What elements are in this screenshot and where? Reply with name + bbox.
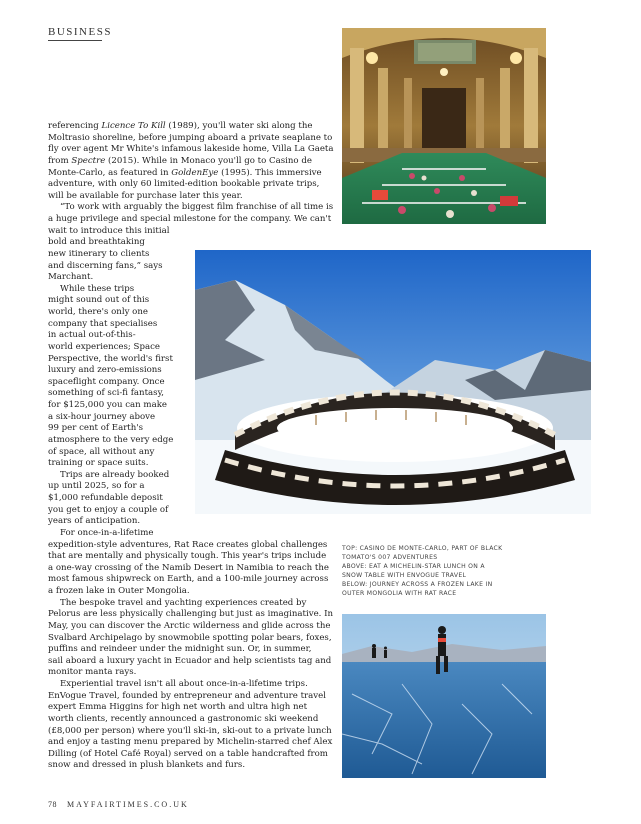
text-line: of space, all without any bbox=[48, 446, 155, 457]
text-line: While these trips bbox=[60, 283, 135, 294]
text-line: something of sci-fi fantasy, bbox=[48, 388, 165, 399]
text-line: company that specialises bbox=[48, 318, 158, 329]
page-footer bbox=[48, 800, 189, 809]
photo-caption bbox=[342, 544, 542, 599]
text-line: a huge privilege and special milestone for the company. We can't bbox=[48, 214, 332, 224]
text-line: puffins and reindeer under the midnight sun. Or, in summer, bbox=[48, 644, 312, 655]
text-line: The bespoke travel and yachting experiences created by bbox=[60, 597, 307, 608]
text-line: EnVogue Travel, founded by entrepreneur and adventure travel bbox=[48, 690, 326, 701]
text-line: Monte-Carlo, as featured in GoldenEye (1995). This immersive bbox=[48, 167, 322, 178]
text-line: will be available for purchase later this year. bbox=[48, 190, 243, 201]
caption-line: TOMATO'S 007 ADVENTURES bbox=[342, 554, 438, 562]
text-line: $1,000 refundable deposit bbox=[48, 493, 163, 503]
paragraph-6 bbox=[48, 598, 348, 679]
paragraph-1 bbox=[48, 121, 348, 202]
text-line: a one-way crossing of the Namib Desert in Namibia to reach the bbox=[48, 562, 329, 573]
text-line: and enjoy a tasting menu prepared by Michelin-starred chef Alex bbox=[48, 737, 333, 748]
text-line: (£8,000 per person) where you'll ski-in, ski-out to a private lunch bbox=[48, 725, 332, 736]
page-number: 78 bbox=[48, 800, 57, 809]
site-url: MAYFAIRTIMES.CO.UK bbox=[67, 800, 189, 809]
caption-line: BELOW: JOURNEY ACROSS A FROZEN LAKE IN bbox=[342, 581, 493, 589]
frozen-lake-photo bbox=[342, 614, 546, 778]
text-line: and discerning fans,” says bbox=[48, 260, 163, 271]
text-line: spaceflight company. Once bbox=[48, 376, 165, 387]
text-line: Svalbard Archipelago by snowmobile spotting polar bears, foxes, bbox=[48, 632, 332, 643]
text-line: snow and dressed in plush blankets and furs. bbox=[48, 760, 246, 771]
text-line: fly over agent Mr White's infamous lakeside home, Villa La Gaeta bbox=[48, 144, 334, 155]
text-line: monitor manta rays. bbox=[48, 667, 137, 678]
text-line: worth clients, recently announced a gastronomic ski weekend bbox=[48, 713, 319, 724]
text-line: most famous shipwreck on Earth, and a 100-mile journey across bbox=[48, 574, 329, 585]
text-line: Pelorus are less physically challenging but just as imaginative. In bbox=[48, 609, 334, 620]
text-line: from Spectre (2015). While in Monaco you'll go to Casino de bbox=[48, 155, 312, 166]
text-line: Dilling (of Hotel Café Royal) served on a table handcrafted from bbox=[48, 748, 328, 759]
text-line: world experiences; Space bbox=[48, 341, 160, 352]
text-line: bold and breathtaking bbox=[48, 237, 145, 248]
text-line: wait to introduce this initial bbox=[48, 225, 170, 236]
text-line: May, you can discover the Arctic wilderness and glide across the bbox=[48, 620, 331, 631]
text-line: Perspective, the world's first bbox=[48, 353, 173, 364]
text-line: a frozen lake in Outer Mongolia. bbox=[48, 586, 190, 596]
caption-line: ABOVE: EAT A MICHELIN-STAR LUNCH ON A bbox=[342, 563, 485, 571]
text-line: in actual out-of-this- bbox=[48, 330, 136, 341]
paragraph-4 bbox=[48, 470, 348, 528]
article-body bbox=[48, 121, 348, 772]
text-line: luxury and zero-emissions bbox=[48, 365, 162, 376]
text-line: atmosphere to the very edge bbox=[48, 434, 174, 445]
text-line: For once-in-a-lifetime bbox=[60, 527, 154, 538]
section-rule bbox=[48, 40, 102, 41]
text-line: you get to enjoy a couple of bbox=[48, 504, 169, 515]
text-line: Experiential travel isn't all about once-in-a-lifetime trips. bbox=[60, 679, 308, 689]
text-line: world, there's only one bbox=[48, 307, 148, 317]
text-line: Moltrasio shoreline, before jumping aboard a private seaplane to bbox=[48, 132, 333, 143]
text-line: that are mentally and physically tough. This year's trips include bbox=[48, 551, 327, 562]
text-line: Marchant. bbox=[48, 272, 94, 283]
text-line: sail aboard a luxury yacht in Ecuador and help scientists tag and bbox=[48, 655, 332, 666]
paragraph-7 bbox=[48, 679, 348, 772]
text-line: training or space suits. bbox=[48, 458, 149, 469]
text-line: up until 2025, so for a bbox=[48, 481, 145, 492]
paragraph-5 bbox=[48, 528, 348, 598]
casino-photo bbox=[342, 28, 546, 224]
text-line: referencing Licence To Kill (1989), you'll water ski along the bbox=[48, 121, 313, 131]
text-line: Trips are already booked bbox=[60, 469, 170, 480]
paragraph-3 bbox=[48, 284, 348, 470]
text-line: 99 per cent of Earth's bbox=[48, 423, 144, 434]
text-line: expert Emma Higgins for high net worth and ultra high net bbox=[48, 702, 308, 713]
text-line: years of anticipation. bbox=[48, 516, 141, 527]
text-line: “To work with arguably the biggest film franchise of all time is bbox=[60, 202, 334, 213]
section-label: BUSINESS bbox=[48, 26, 112, 38]
text-line: for $125,000 you can make bbox=[48, 400, 167, 410]
caption-line: SNOW TABLE WITH ENVOGUE TRAVEL bbox=[342, 572, 467, 580]
text-line: a six-hour journey above bbox=[48, 411, 156, 422]
caption-line: OUTER MONGOLIA WITH RAT RACE bbox=[342, 590, 457, 598]
text-line: adventure, with only 60 limited-edition bookable private trips, bbox=[48, 179, 320, 190]
paragraph-2 bbox=[48, 202, 348, 283]
text-line: might sound out of this bbox=[48, 295, 150, 306]
text-line: expedition-style adventures, Rat Race creates global challenges bbox=[48, 539, 328, 550]
caption-line: TOP: CASINO DE MONTE-CARLO, PART OF BLACK bbox=[342, 545, 503, 552]
text-line: new itinerary to clients bbox=[48, 248, 150, 259]
